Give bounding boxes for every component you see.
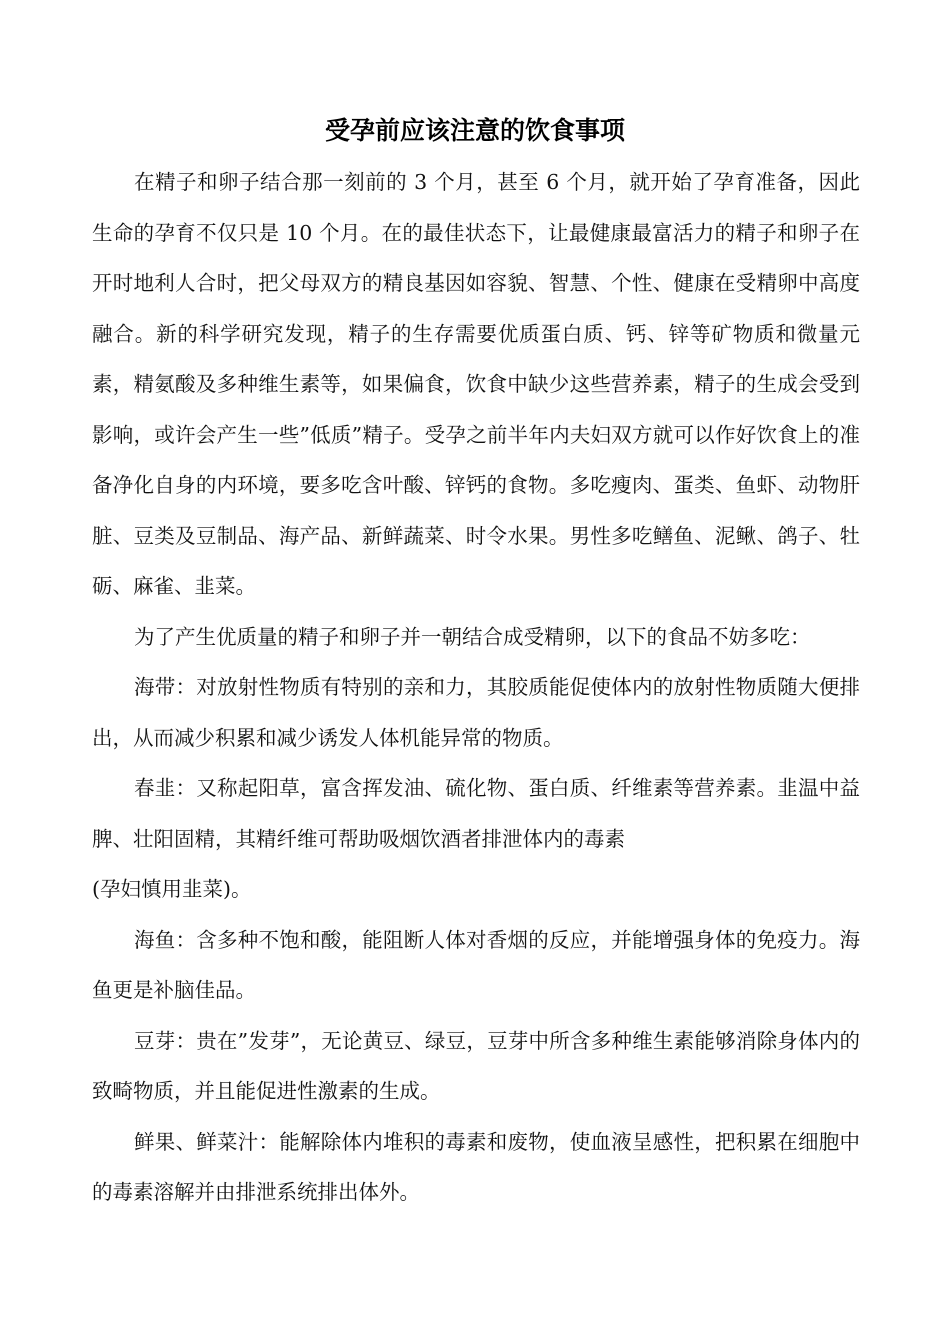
paragraph-chives: 春韭：又称起阳草，富含挥发油、硫化物、蛋白质、纤维素等营养素。韭温中益脾、壮阳固精，其精纤维可帮助吸烟饮酒者排泄体内的毒素: [92, 776, 860, 851]
paragraph-food-list-intro: 为了产生优质量的精子和卵子并一朝结合成受精卵，以下的食品不妨多吃：: [134, 624, 811, 649]
paragraph-kelp: 海带：对放射性物质有特别的亲和力，其胶质能促使体内的放射性物质随大便排出，从而减少积累和减少诱发人体机能异常的物质。: [92, 675, 860, 750]
document-title: 受孕前应该注意的饮食事项: [324, 116, 625, 145]
paragraph-intro: 在精子和卵子结合那一刻前的 3 个月，甚至 6 个月，就开始了孕育准备，因此生命的孕育不仅只是 10 个月。在的最佳状态下，让最健康最富活力的精子和卵子在开时地利人合时，把父母双方的精良基因如容貌、智慧、个性、健康在受精卵中高度融合。新的科学研究发现，精子的生存需要优质蛋白质、钙、锌等矿物质和微量元素，精氨酸及多种维生素等，如果偏食，饮食中缺少这些营养素，精子的生成会受到影响，或许会产生一些”低质”精子。受孕之前半年内夫妇双方就可以作好饮食上的准备净化自身的内环境，要多吃含叶酸、锌钙的食物。多吃瘦肉、蛋类、鱼虾、动物肝脏、豆类及豆制品、海产品、新鲜蔬菜、时令水果。男性多吃鳝鱼、泥鳅、鸽子、牡砺、麻雀、韭菜。: [92, 170, 860, 598]
paragraph-fresh-juice: 鲜果、鲜菜汁：能解除体内堆积的毒素和废物，使血液呈感性，把积累在细胞中的毒素溶解并由排泄系统排出体外。: [92, 1129, 860, 1204]
paragraph-chives-note: (孕妇慎用韭菜)。: [92, 877, 252, 901]
paragraph-bean-sprouts: 豆芽：贵在”发芽”，无论黄豆、绿豆，豆芽中所含多种维生素能够消除身体内的致畸物质，并且能促进性激素的生成。: [92, 1028, 860, 1103]
document-body: [92, 157, 860, 1218]
paragraph-sea-fish: 海鱼：含多种不饱和酸，能阻断人体对香烟的反应，并能增强身体的免疫力。海鱼更是补脑佳品。: [92, 927, 860, 1002]
